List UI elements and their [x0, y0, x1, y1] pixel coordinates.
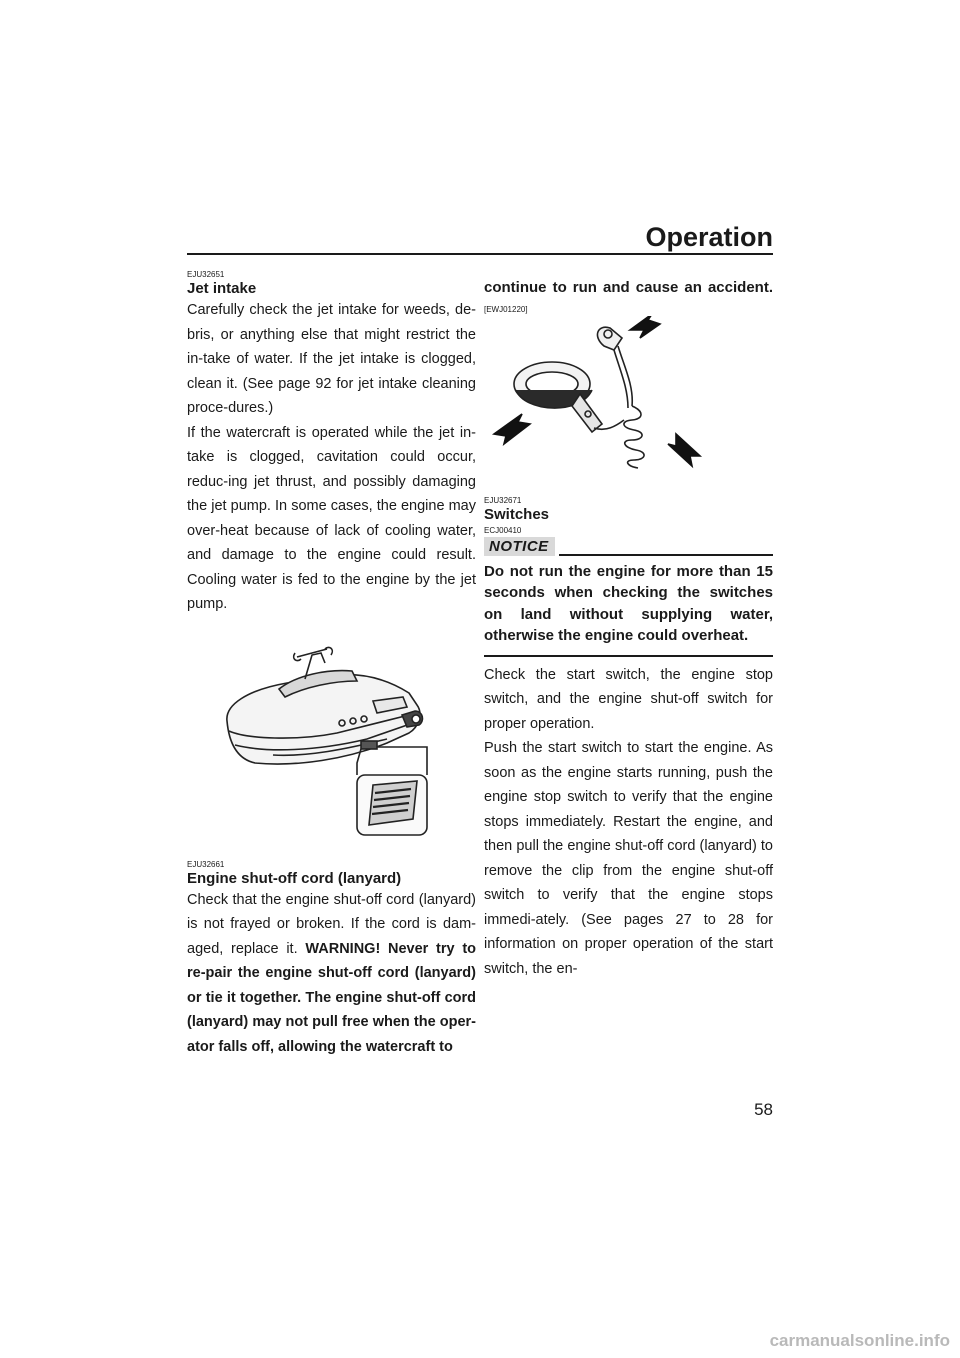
section-heading-jet-intake: Jet intake — [187, 280, 257, 297]
section-heading-switches: Switches — [484, 505, 550, 523]
shutoff-cord-text: Check that the engine shut-off cord (lanyard) is not frayed or broken. If the cord is dam-aged, replace it. — [187, 891, 476, 957]
shutoff-cord-para — [187, 888, 476, 1060]
notice-header — [484, 537, 773, 556]
warning-continued: continue to run and cause an accident. — [484, 279, 773, 296]
jet-intake-para-1: Carefully check the jet intake for weeds, de-bris, or anything else that might restrict the in-take of water. If the jet intake is clogged, clean it. (See page 92 for jet intake cleaning proce-dures.) — [187, 302, 476, 416]
jet-intake-para-2: If the watercraft is operated while the jet in-take is clogged, cavitation could occur, reduc-ing jet thrust, and possibly damaging the jet pump. In some cases, the engine may over-heat because of lack of cooling water, and damage to the engine could result. Cooling water is fed to the engine by the jet pump. — [187, 424, 476, 612]
warning-code: [EWJ01220] — [484, 304, 528, 314]
notice-badge: NOTICE — [484, 537, 555, 556]
section-code: EJU32661 — [187, 859, 225, 869]
section-code: EJU32651 — [187, 270, 225, 279]
left-column — [187, 270, 476, 1059]
notice-rule — [559, 554, 773, 556]
lanyard-illustration — [484, 316, 773, 486]
page-title: Operation — [645, 222, 773, 252]
jet-intake-illustration — [187, 635, 476, 850]
watermark-link[interactable]: carmanualsonline.info — [769, 1331, 950, 1350]
notice-text: Do not run the engine for more than 15 seconds when checking the switches on land without supplying water, otherwise the engine could overheat. — [484, 562, 773, 644]
section-heading-shutoff-cord: Engine shut-off cord (lanyard) — [187, 869, 402, 887]
header-rule — [187, 253, 773, 255]
switches-para-1: Check the start switch, the engine stop switch, and the engine shut-off switch for proper operation. — [484, 666, 773, 732]
switches-para-2: Push the start switch to start the engine. As soon as the engine starts running, push the engine stop switch to verify that the engine stops immediately. Restart the engine, and then pull the engine shut-off cord (lanyard) to remove the clip from the engine shut-off switch to verify that the engine stops immedi-ately. (See pages 27 to 28 for information on proper operation of the start switch, the en- — [484, 740, 773, 977]
page-number: 58 — [754, 1100, 773, 1119]
right-column — [484, 276, 773, 981]
notice-code: ECJ00410 — [484, 525, 522, 535]
section-code: EJU32671 — [484, 495, 522, 505]
shutoff-cord-warning: WARNING! Never try to re-pair the engine shut-off cord (lanyard) or tie it together. The engine shut-off cord (lanyard) may not pull free when the oper-ator falls off, allowing the watercraft to — [187, 940, 477, 1055]
notice-bottom-rule — [484, 655, 773, 657]
